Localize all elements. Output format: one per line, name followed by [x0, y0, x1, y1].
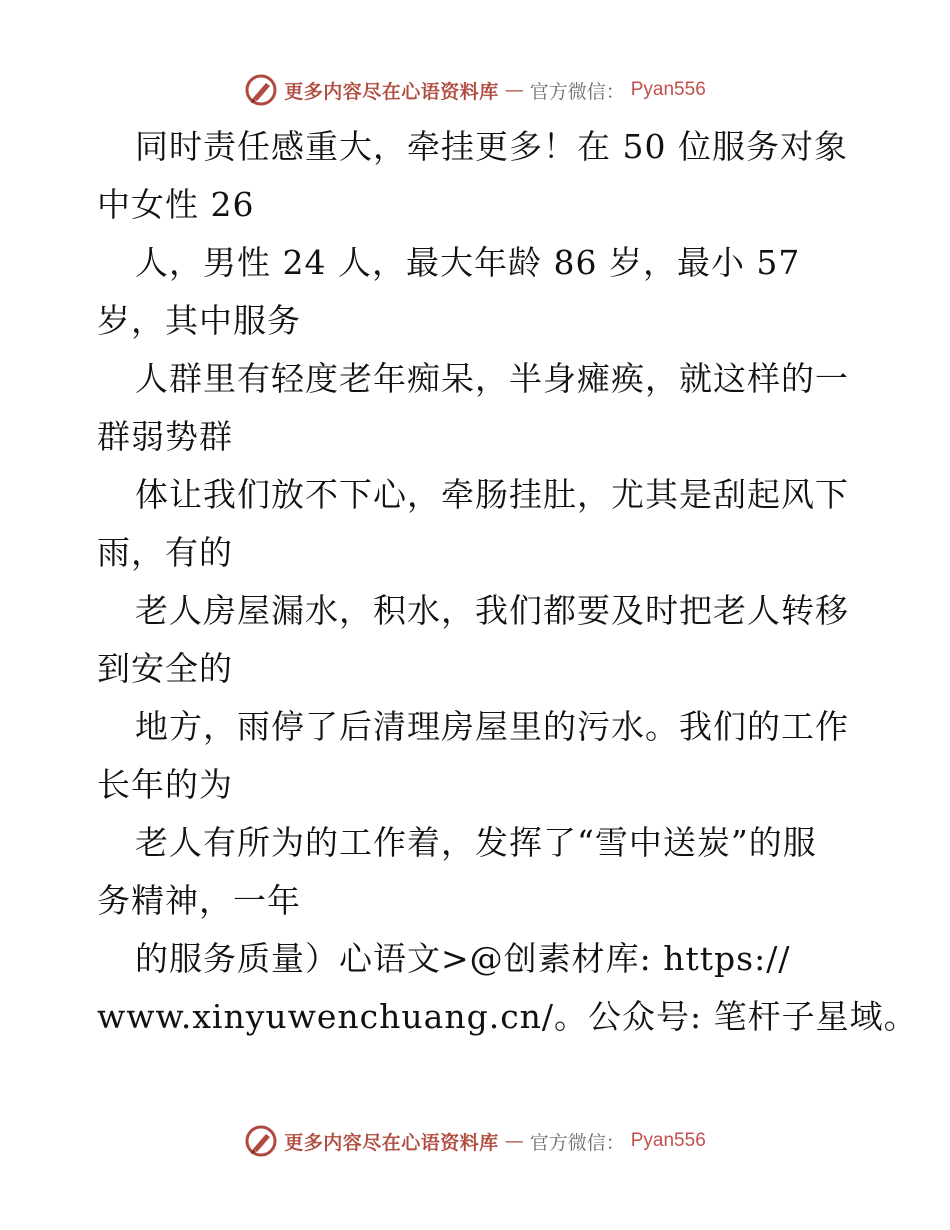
pen-logo-icon: [244, 73, 278, 107]
body-line: 长年的为: [97, 765, 233, 804]
body-line: 群弱势群: [97, 417, 233, 456]
header-wechat-label: 官方微信：: [529, 80, 625, 103]
body-line: 雨，有的: [97, 533, 233, 572]
footer-wechat-label: 官方微信：: [529, 1131, 625, 1154]
body-line: www.xinyuwenchuang.cn/。公众号: 笔杆子星域。: [97, 997, 918, 1036]
footer-wechat-id: Pyan556: [630, 1130, 706, 1151]
pen-logo-icon: [244, 1124, 278, 1158]
body-line: 到安全的: [97, 649, 233, 688]
document-body: [97, 118, 918, 1046]
body-line: 地方，雨停了后清理房屋里的污水。我们的工作: [135, 707, 849, 746]
body-line: 岁，其中服务: [97, 301, 301, 340]
body-line: 人群里有轻度老年痴呆，半身瘫痪，就这样的一: [135, 359, 849, 398]
body-line: 的服务质量）心语文>@创素材库: https://: [135, 939, 791, 978]
body-line: 同时责任感重大，牵挂更多！在 50 位服务对象: [135, 127, 848, 166]
header-wechat-id: Pyan556: [630, 79, 706, 100]
header-brand-text: 更多内容尽在心语资料库: [284, 80, 499, 103]
body-line: 中女性 26: [97, 185, 255, 224]
footer-brand-text: 更多内容尽在心语资料库: [284, 1131, 499, 1154]
header-separator: —: [504, 79, 524, 101]
body-line: 人，男性 24 人，最大年龄 86 岁，最小 57: [135, 243, 801, 282]
header-banner: [0, 70, 950, 110]
body-line: 体让我们放不下心，牵肠挂肚，尤其是刮起风下: [135, 475, 849, 514]
body-line: 老人有所为的工作着，发挥了“雪中送炭”的服: [135, 823, 817, 862]
footer-separator: —: [504, 1130, 524, 1152]
body-line: 老人房屋漏水，积水，我们都要及时把老人转移: [135, 591, 849, 630]
footer-banner: [0, 1121, 950, 1161]
body-line: 务精神，一年: [97, 881, 301, 920]
